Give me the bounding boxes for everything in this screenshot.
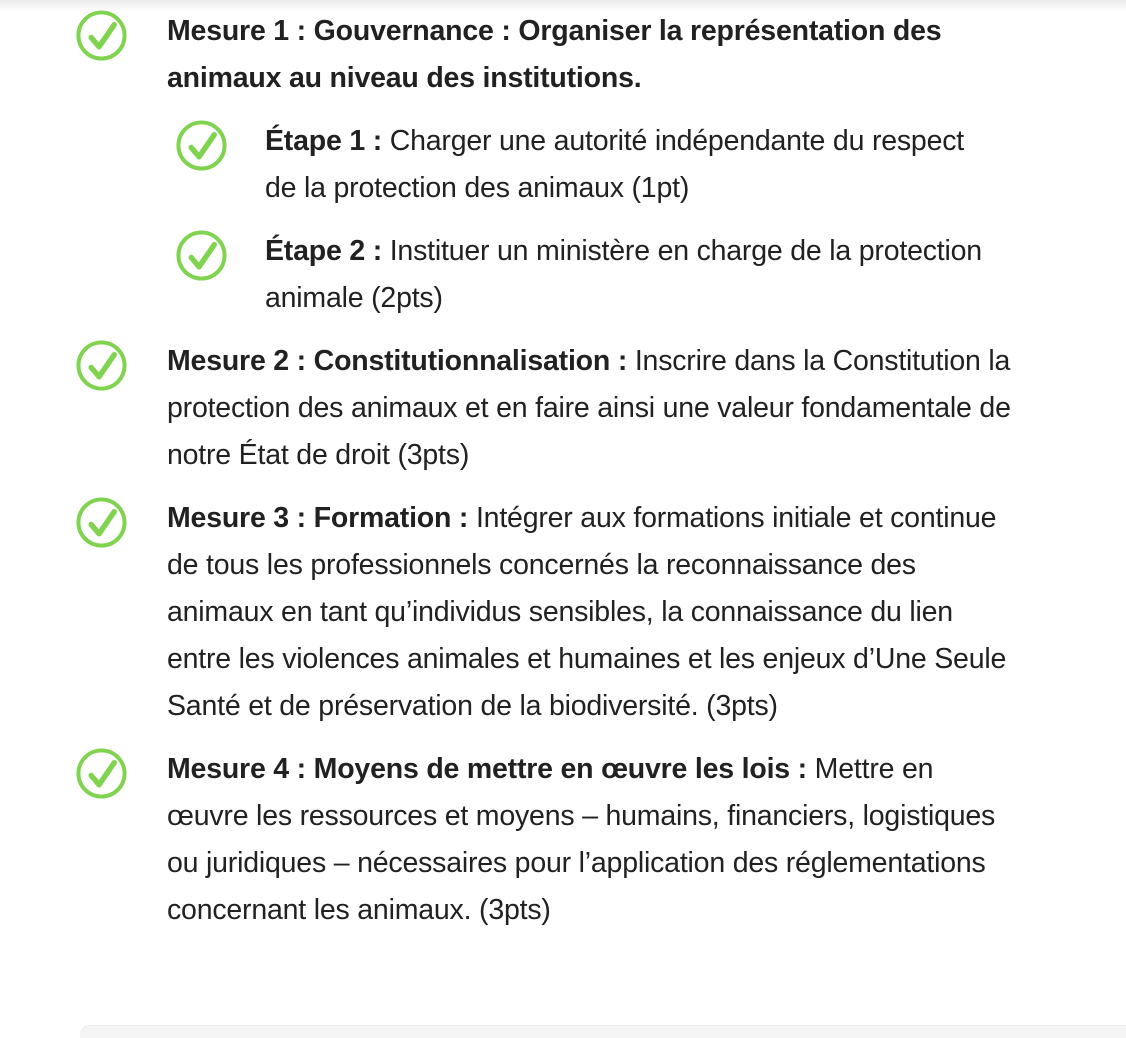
- etape-1-text: [265, 118, 1000, 212]
- mesure-3-description: Intégrer aux formations initiale et continue de tous les professionnels concernés la reconnaissance des animaux en tant qu’individus sensibles, la connaissance du lien entre les violences animales et humaines et les enjeux d’Une Seule Santé et de préservation de la biodiversité. (3pts): [167, 502, 1007, 722]
- check-circle-icon: [75, 9, 128, 62]
- mesure-2-text: [167, 338, 1012, 479]
- etape-2-title: Étape 2 :: [265, 235, 382, 267]
- check-circle-icon: [75, 339, 128, 392]
- etape-2-text: [265, 228, 1000, 322]
- list-item-etape-2: [175, 228, 1126, 322]
- mesure-1-text: [167, 8, 1012, 102]
- check-circle-icon: [175, 119, 228, 172]
- mesure-4-text: [167, 746, 1012, 934]
- mesure-2-description: Inscrire dans la Constitution la protection des animaux et en faire ainsi une valeur fondamentale de notre État de droit (3pts): [167, 345, 1011, 471]
- mesure-1-description: Organiser la représentation des animaux au niveau des institutions.: [167, 15, 942, 94]
- mesure-4-description: Mettre en œuvre les ressources et moyens – humains, financiers, logistiques ou juridiques – nécessaires pour l’application des réglementations concernant les animaux. (3pts): [167, 753, 996, 926]
- next-section-divider: [80, 1025, 1126, 1038]
- check-circle-icon: [75, 496, 128, 549]
- mesure-3-text: [167, 495, 1012, 730]
- etape-2-description: Instituer un ministère en charge de la protection animale (2pts): [265, 235, 982, 314]
- etape-1-title: Étape 1 :: [265, 125, 382, 157]
- mesure-3-title: Mesure 3 : Formation :: [167, 502, 469, 534]
- list-item-etape-1: [175, 118, 1126, 212]
- mesure-1-title: Mesure 1 : Gouvernance :: [167, 15, 511, 47]
- list-item-mesure-3: [75, 495, 1126, 730]
- list-item-mesure-4: [75, 746, 1126, 934]
- check-circle-icon: [175, 229, 228, 282]
- mesure-2-title: Mesure 2 : Constitutionnalisation :: [167, 345, 628, 377]
- list-item-mesure-1: [75, 8, 1126, 102]
- check-circle-icon: [75, 747, 128, 800]
- list-item-mesure-2: [75, 338, 1126, 479]
- etape-1-description: Charger une autorité indépendante du respect de la protection des animaux (1pt): [265, 125, 964, 204]
- mesure-4-title: Mesure 4 : Moyens de mettre en œuvre les lois :: [167, 753, 807, 785]
